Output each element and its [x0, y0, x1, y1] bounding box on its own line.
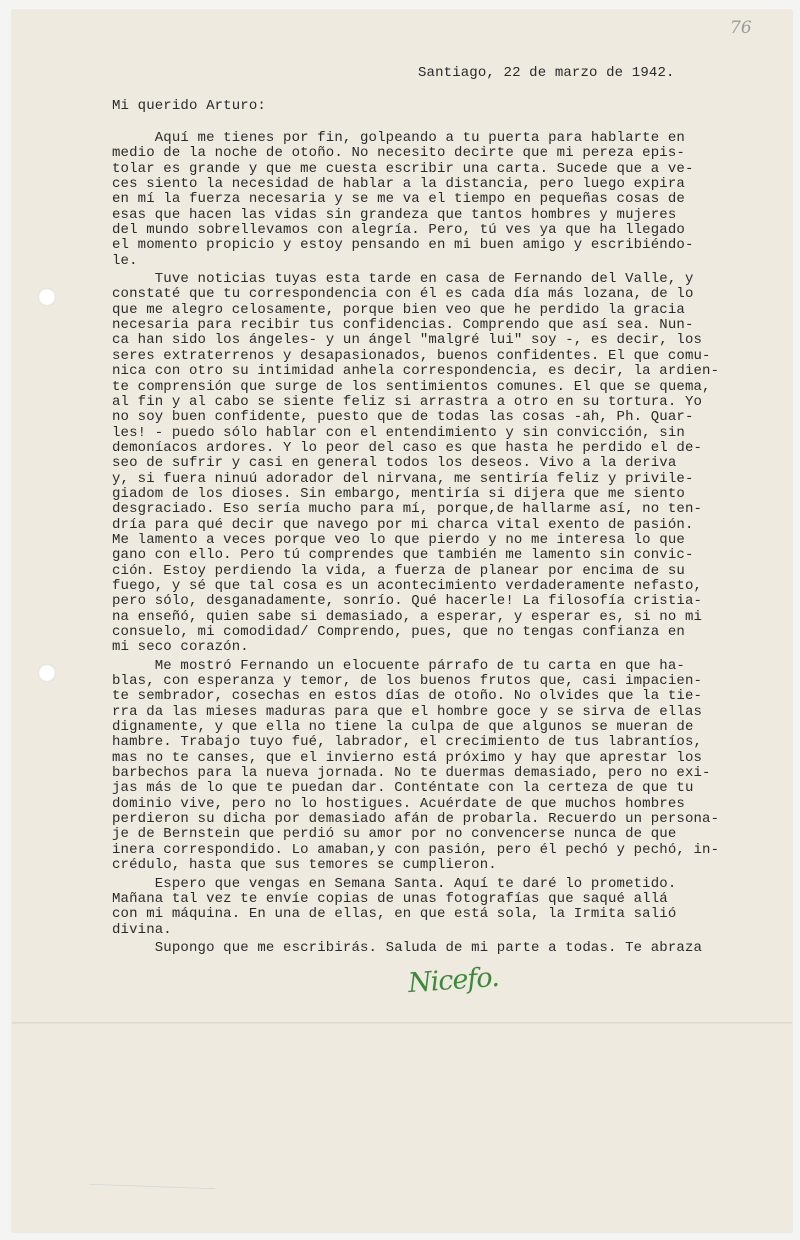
- text-line: ción. Estoy perdiendo la vida, a fuerza de planear por encima de su: [112, 562, 685, 579]
- text-line: al fin y al cabo se siente feliz si arrastra a otro en su tortura. Yo: [112, 393, 703, 410]
- punch-hole: [38, 288, 56, 306]
- text-line: seo de sufrir y casi en general todos los deseos. Vivo a la deriva: [112, 455, 677, 472]
- text-line: del mundo sobrellevamos con alegría. Pero, tú ves ya que ha llegado: [112, 222, 685, 239]
- text-line: hambre. Trabajo tuyo fué, labrador, el crecimiento de tus labrantíos,: [112, 734, 703, 751]
- text-line: constaté que tu correspondencia con él es cada día más lozana, de lo: [112, 286, 694, 303]
- text-line: les! - puedo sólo hablar con el entendimiento y sin convicción, sin: [112, 424, 685, 441]
- text-line: le.: [112, 252, 138, 269]
- text-line: desgraciado. Eso sería mucho para mí, porque,de hallarme así, no ten-: [112, 501, 703, 518]
- text-line: divina.: [112, 921, 172, 938]
- text-line: demoníacos ardores. Y lo peor del caso es que hasta he perdido el de-: [112, 439, 703, 456]
- punch-hole: [38, 664, 56, 682]
- text-line: dría para qué decir que navego por mi charca vital exento de pasión.: [112, 516, 694, 533]
- text-line: na enseñó, quien sabe si demasiado, a esperar, y esperar es, si no mi: [112, 608, 703, 625]
- letter-date: Santiago, 22 de marzo de 1942.: [418, 65, 675, 81]
- text-line: je de Bernstein que perdió su amor por no convencerse nunca de que: [112, 826, 677, 843]
- text-line: Mañana tal vez te envíe copias de unas fotografías que saqué allá: [112, 890, 668, 907]
- text-line: rra da las mieses maduras para que el hombre goce y se sirva de ellas: [112, 703, 703, 720]
- handwritten-signature: Nicefo.: [407, 961, 500, 1000]
- text-line: Me lamento a veces porque veo lo que pierdo y no me interesa lo que: [112, 531, 685, 548]
- text-line: mas no te canses, que el invierno está próximo y hay que aprestar los: [112, 749, 703, 766]
- text-line: crédulo, hasta que sus temores se cumplieron.: [112, 857, 497, 874]
- text-line: gano con ello. Pero tú comprendes que también me lamento sin convic-: [112, 547, 694, 564]
- text-line: necesaria para recibir tus confidencias. Comprendo que así sea. Nun-: [112, 317, 694, 334]
- text-line: Tuve noticias tuyas esta tarde en casa de Fernando del Valle, y: [112, 271, 694, 288]
- text-line: esas que hacen las vidas sin grandeza que tantos hombres y mujeres: [112, 206, 677, 223]
- text-line: consuelo, mi comodidad/ Comprendo, pues, que no tengas confianza en: [112, 624, 685, 640]
- text-line: dignamente, y que ella no tiene la culpa de que algunos se mueran de: [112, 719, 694, 736]
- text-line: te sembrador, cosechas en estos días de otoño. No olvides que la tie-: [112, 688, 703, 705]
- text-line: ces siento la necesidad de hablar a la distancia, pero luego expira: [112, 176, 685, 193]
- text-line: el momento propicio y estoy pensando en mi buen amigo y escribiéndo-: [112, 237, 694, 254]
- paragraph: [112, 877, 792, 938]
- paragraph: [112, 272, 792, 656]
- text-line: en mí la fuerza necesaria y se me va el tiempo en pequeñas cosas de: [112, 191, 685, 208]
- bleed-through-marking: ⎯⎯⎯⎯⎯⎯⎯⎯⎯⎯⎯⎯⎯⎯⎯⎯⎯⎯: [89, 1175, 217, 1197]
- text-line: Aquí me tienes por fin, golpeando a tu puerta para hablarte en: [112, 130, 685, 146]
- paper-fold-line: [12, 1022, 792, 1024]
- text-line: no soy buen confidente, puesto que de todas las cosas -ah, Ph. Quar-: [112, 409, 694, 426]
- text-line: seres extraterrenos y desapasionados, buenos confidentes. El que comu-: [112, 347, 711, 364]
- text-line: barbechos para la nueva jornada. No te duermas demasiado, pero no exi-: [112, 765, 711, 782]
- paragraph: [112, 131, 792, 269]
- text-line: ca han sido los ángeles- y un ángel "malgré lui" soy -, es decir, los: [112, 332, 703, 349]
- letter-salutation: Mi querido Arturo:: [112, 98, 266, 114]
- text-line: fuego, y sé que tal cosa es un acontecimiento verdaderamente nefasto,: [112, 577, 703, 594]
- paragraph: [112, 659, 792, 874]
- text-line: jas más de lo que te puedan dar. Conténtate con la certeza de que tu: [112, 780, 694, 797]
- text-line: mi seco corazón.: [112, 639, 249, 656]
- text-line: dominio vive, pero no lo hostigues. Acuérdate de que muchos hombres: [112, 795, 685, 812]
- text-line: nica con otro su intimidad anhela correspondencia, es decir, la ardien-: [112, 363, 720, 380]
- text-line: con mi máquina. En una de ellas, en que está sola, la Irmita salió: [112, 906, 677, 923]
- text-line: inera correspondido. Lo amaban,y con pasión, pero él pechó y pechó, in-: [112, 841, 720, 858]
- text-line: Supongo que me escribirás. Saluda de mi parte a todas. Te abraza: [112, 939, 703, 956]
- text-line: te comprensión que surge de los sentimientos comunes. El que se quema,: [112, 378, 711, 395]
- paragraph: [112, 941, 792, 956]
- text-line: pero sólo, desganadamente, sonrío. Qué hacerle! La filosofía cristia-: [112, 593, 703, 610]
- text-line: y, si fuera ninuú adorador del nirvana, me sentiría feliz y privile-: [112, 470, 694, 487]
- text-line: Espero que vengas en Semana Santa. Aquí te daré lo prometido.: [112, 875, 677, 892]
- text-line: medio de la noche de otoño. No necesito decirte que mi pereza epis-: [112, 145, 685, 162]
- text-line: giadom de los dioses. Sin embargo, mentiría si dijera que me siento: [112, 485, 685, 502]
- text-line: blas, con esperanza y temor, de los buenos frutos que, casi impacien-: [112, 673, 703, 690]
- text-line: perdieron su dicha por demasiado afán de probarla. Recuerdo un persona-: [112, 811, 720, 828]
- text-line: Me mostró Fernando un elocuente párrafo de tu carta en que ha-: [112, 657, 685, 674]
- letter-body: [112, 131, 792, 956]
- text-line: que me alegro celosamente, porque bien veo que he perdido la gracia: [112, 301, 685, 318]
- page-number: 76: [730, 18, 752, 38]
- text-line: tolar es grande y que me cuesta escribir una carta. Sucede que a ve-: [112, 160, 694, 177]
